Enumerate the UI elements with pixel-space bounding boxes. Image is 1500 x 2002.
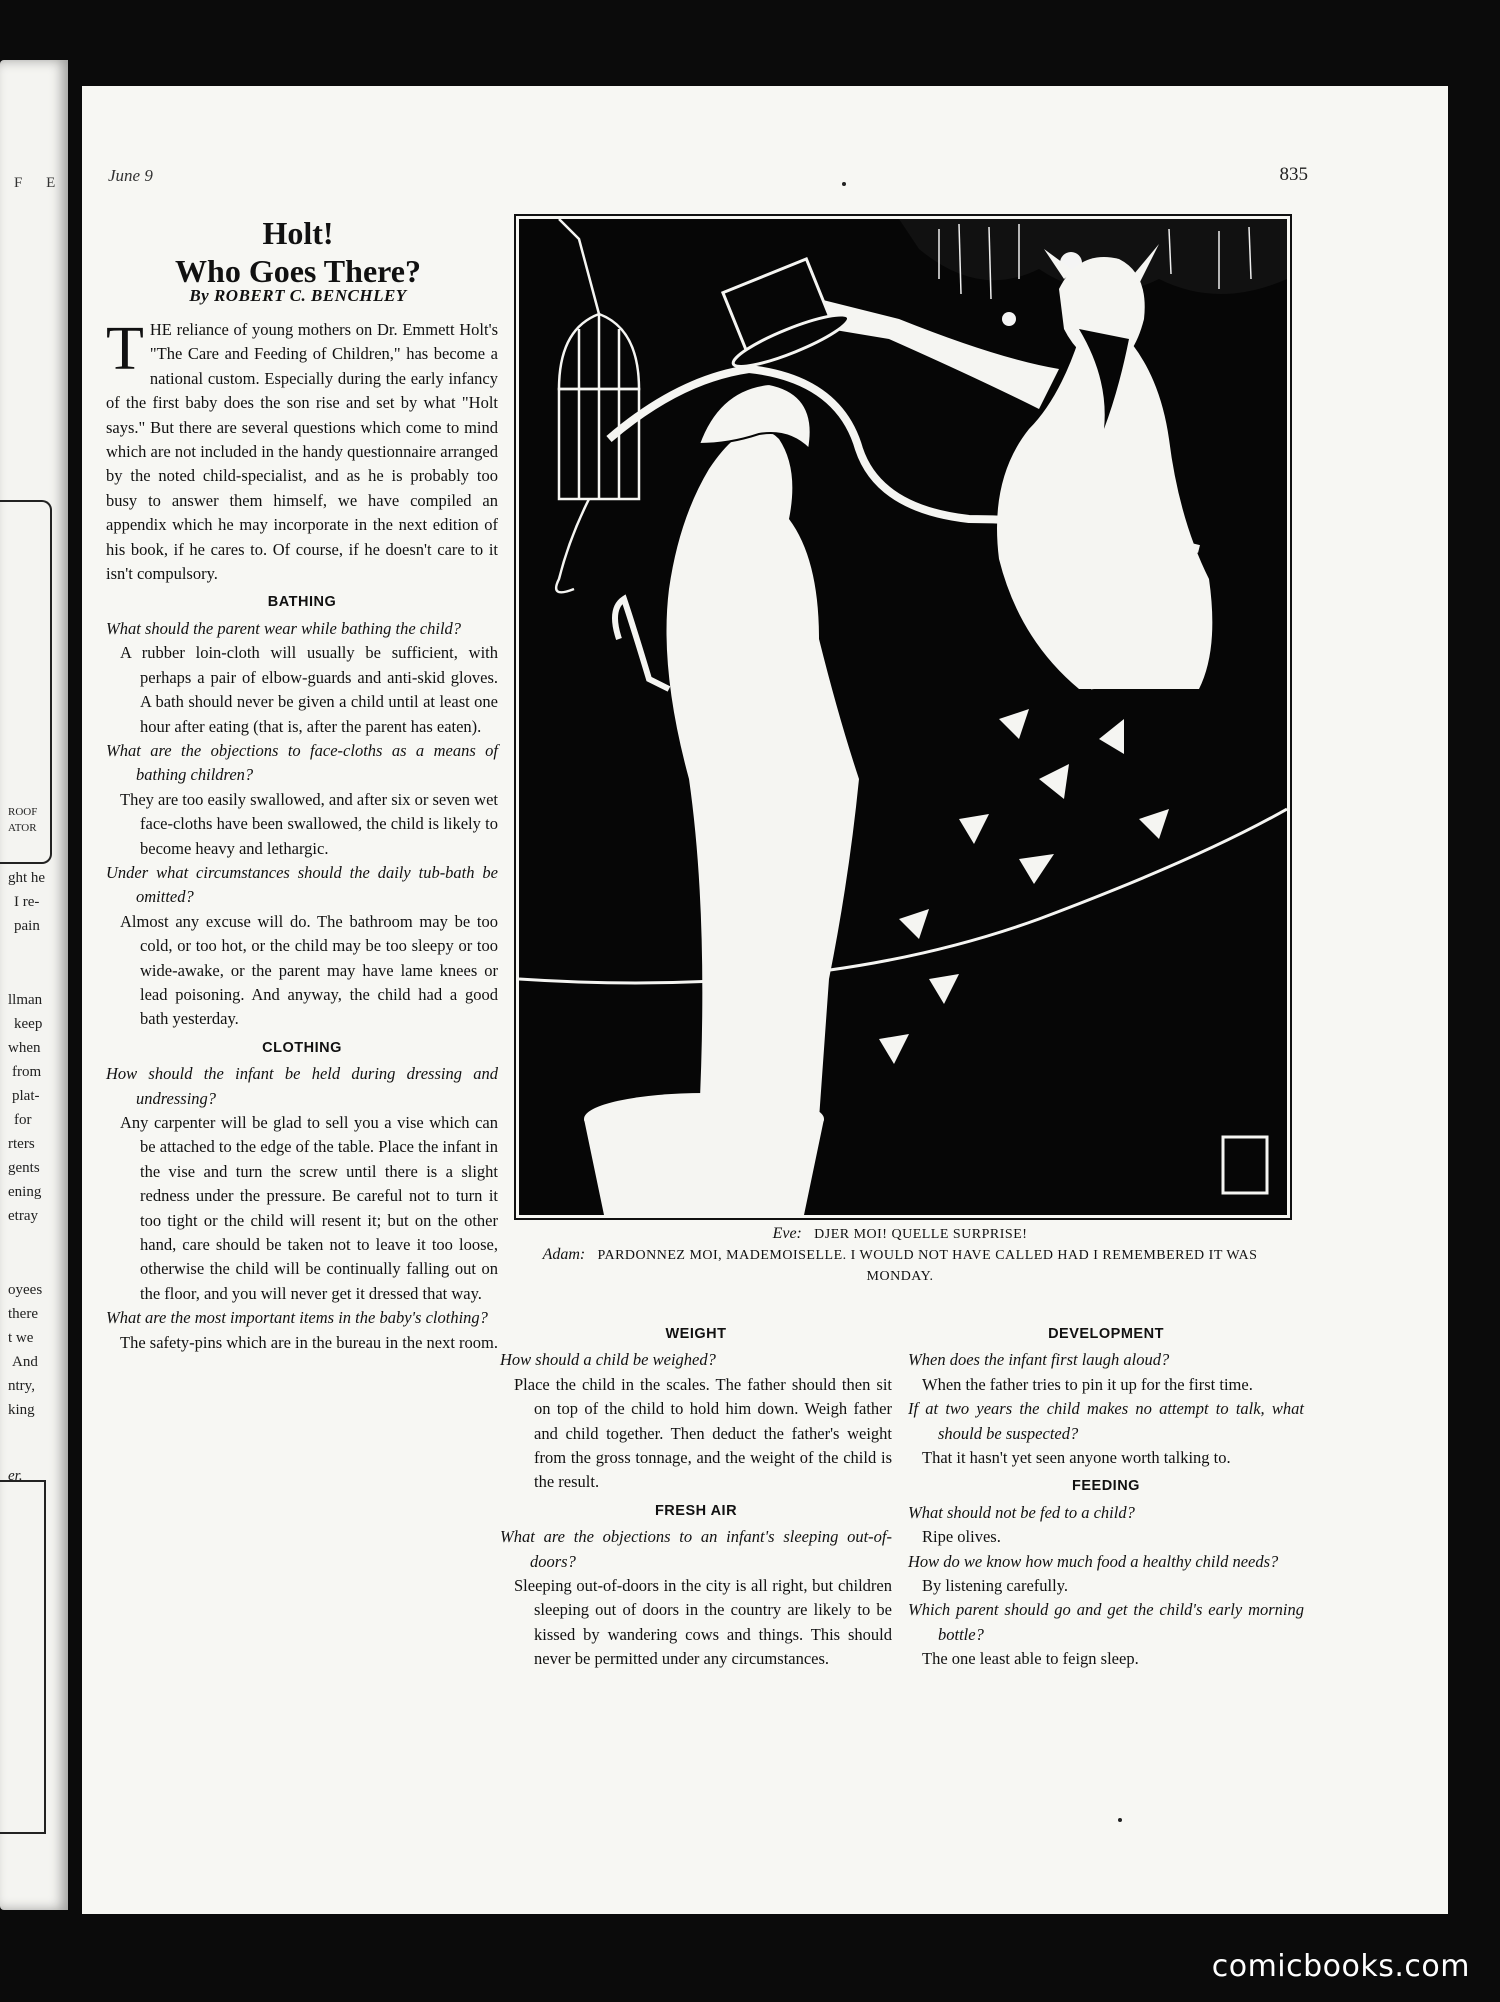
article-title-line: Who Goes There? [175,253,421,289]
question: When does the infant first laugh aloud? [908,1350,1170,1370]
illustration-eve-and-devil [516,216,1290,1218]
illustration-drawing [519,219,1287,1215]
facing-text-fragment: when [8,1040,41,1056]
caption-line-adam [516,1245,1284,1287]
facing-text-fragment: t we [8,1330,34,1346]
page-number: 835 [1279,164,1308,185]
answer: Sleeping out-of-doors in the city is all right, but children sleeping out of doors in the country are likely to be kissed by wandering cows and things. This should never be permitted under any circumstances. [514,1576,892,1669]
article-title-line: Holt! [262,215,334,251]
caption-speaker: Adam: [542,1246,586,1263]
running-head: June 9 [108,166,153,185]
caption-quote: PARDONNEZ MOI, MADEMOISELLE. I WOULD NOT HAVE CALLED HAD I REMEMBERED IT WAS MONDAY. [597,1248,1258,1284]
question: Under what circumstances should the daily tub-bath be omitted? [106,862,498,907]
article-title [98,214,498,290]
washtub-body [584,1119,824,1215]
drop-cap: T [106,315,144,383]
question: If at two years the child makes no attempt to talk, what should be suspected? [908,1399,1304,1443]
facing-text-fragment: etray [8,1208,38,1224]
answer: The safety-pins which are in the bureau in the next room. [120,1332,499,1352]
facing-text-fragment: plat- [12,1088,40,1104]
article-column-1 [106,315,499,1355]
answer: Almost any excuse will do. The bathroom may be too cold, or too hot, or the child may be too sleepy or too wide-awake, or the parent may have lame knees or lead poisoning. And anyway, the child had a good bath yesterday. [120,911,498,1029]
facing-page-edge [0,60,68,1910]
facing-text-fragment: I re- [14,894,40,910]
intro-text: HE reliance of young mothers on Dr. Emmett Holt's "The Care and Feeding of Children," has become a national custom. Especially during the early infancy of the first baby does the son rise and set by what "Holt says." But there are several questions which come to mind which are not included in the handy questionnaire arranged by the noted child-specialist, and as he is probably too busy to answer them himself, we have compiled an appendix which he may incorporate in the next edition of his book, if he cares to. Of course, if he doesn't care to it isn't compulsory. [106,320,498,584]
facing-text-fragment: ROOF [8,806,38,818]
answer: They are too easily swallowed, and after six or seven wet face-cloths have been swallowed, the child is likely to become heavy and lethargic. [120,789,498,858]
answer: When the father tries to pin it up for the first time. [922,1374,1253,1394]
facing-text-fragment: ening [8,1184,42,1200]
fruit-orb [1002,312,1016,326]
page-speck [842,182,846,186]
question: Which parent should go and get the child's early morning bottle? [908,1600,1304,1644]
facing-page-header: F E [14,175,66,191]
answer: Ripe olives. [922,1527,1001,1547]
answer: By listening carefully. [922,1576,1069,1596]
facing-text-fragment: ntry, [8,1378,35,1394]
facing-text-fragment: rters [8,1136,35,1152]
facing-text-fragment: keep [14,1016,43,1032]
facing-text-fragment: ATOR [8,822,37,834]
facing-text-fragment: ght he [8,870,46,886]
facing-text-fragment: pain [14,918,40,934]
answer: Any carpenter will be glad to sell you a vise which can be attached to the edge of the table. Place the infant in the vise and turn the screw until there is a slight redness under the pressure. Be careful not to turn it too tight or the child will resent it; but on the other hand, care should be taken not to leave it too loose, otherwise the child will be continually falling out on the floor, and you will never get it dressed that way. [120,1113,498,1303]
section-heading-fresh-air: FRESH AIR [654,1502,738,1519]
facing-text-fragment: gents [8,1160,40,1176]
answer: A rubber loin-cloth will usually be sufficient, with perhaps a pair of elbow-guards and anti-skid gloves. A bath should never be given a child until at least one hour after eating (that is, after the parent has eaten). [120,643,498,736]
site-watermark: comicbooks.com [1211,1949,1470,1984]
question: What are the objections to face-cloths as a means of bathing children? [106,740,498,785]
caption-line-eve [516,1224,1284,1245]
section-heading-development: DEVELOPMENT [1048,1326,1164,1342]
facing-text-fragment: llman [8,992,43,1008]
section-heading-feeding: FEEDING [1072,1478,1140,1495]
answer: Place the child in the scales. The father should then sit on top of the child to hold him down. Weigh father and child together. Then deduct the father's weight from the gross tonnage, and the weight of the child is the result. [514,1374,892,1492]
article-column-3 [908,1318,1304,1672]
facing-text-fragment: And [12,1354,38,1370]
facing-text-fragment: from [12,1064,42,1080]
facing-text-fragment: king [8,1402,35,1418]
question: What should not be fed to a child? [908,1502,1135,1522]
caption-speaker: Eve: [772,1225,802,1242]
answer: The one least able to feign sleep. [922,1649,1139,1669]
facing-text-fragment: oyees [8,1282,43,1298]
article-byline: By ROBERT C. BENCHLEY [189,286,407,305]
question: What are the most important items in the baby's clothing? [106,1308,488,1328]
question: How should the infant be held during dressing and undressing? [106,1064,498,1108]
question: How should a child be weighed? [500,1350,716,1370]
magazine-page [82,86,1448,1914]
question: What are the objections to an infant's sleeping out-of-doors? [500,1527,892,1571]
illustration-caption [516,1224,1284,1287]
intro-paragraph [106,315,498,586]
section-heading-clothing: CLOTHING [262,1039,342,1056]
page-speck [1118,1818,1122,1822]
question: How do we know how much food a healthy child needs? [908,1551,1279,1571]
facing-text-fragment: there [8,1306,38,1322]
facing-text-fragment: er. [8,1468,23,1484]
caption-quote: DJER MOI! QUELLE SURPRISE! [814,1227,1028,1242]
question: What should the parent wear while bathing the child? [106,618,462,638]
answer: That it hasn't yet seen anyone worth talking to. [922,1448,1231,1468]
section-heading-bathing: BATHING [267,594,337,611]
article-column-2 [500,1318,892,1672]
section-heading-weight: WEIGHT [665,1326,727,1342]
facing-text-fragment: for [14,1112,32,1128]
facing-page-sketch [0,1480,46,1834]
